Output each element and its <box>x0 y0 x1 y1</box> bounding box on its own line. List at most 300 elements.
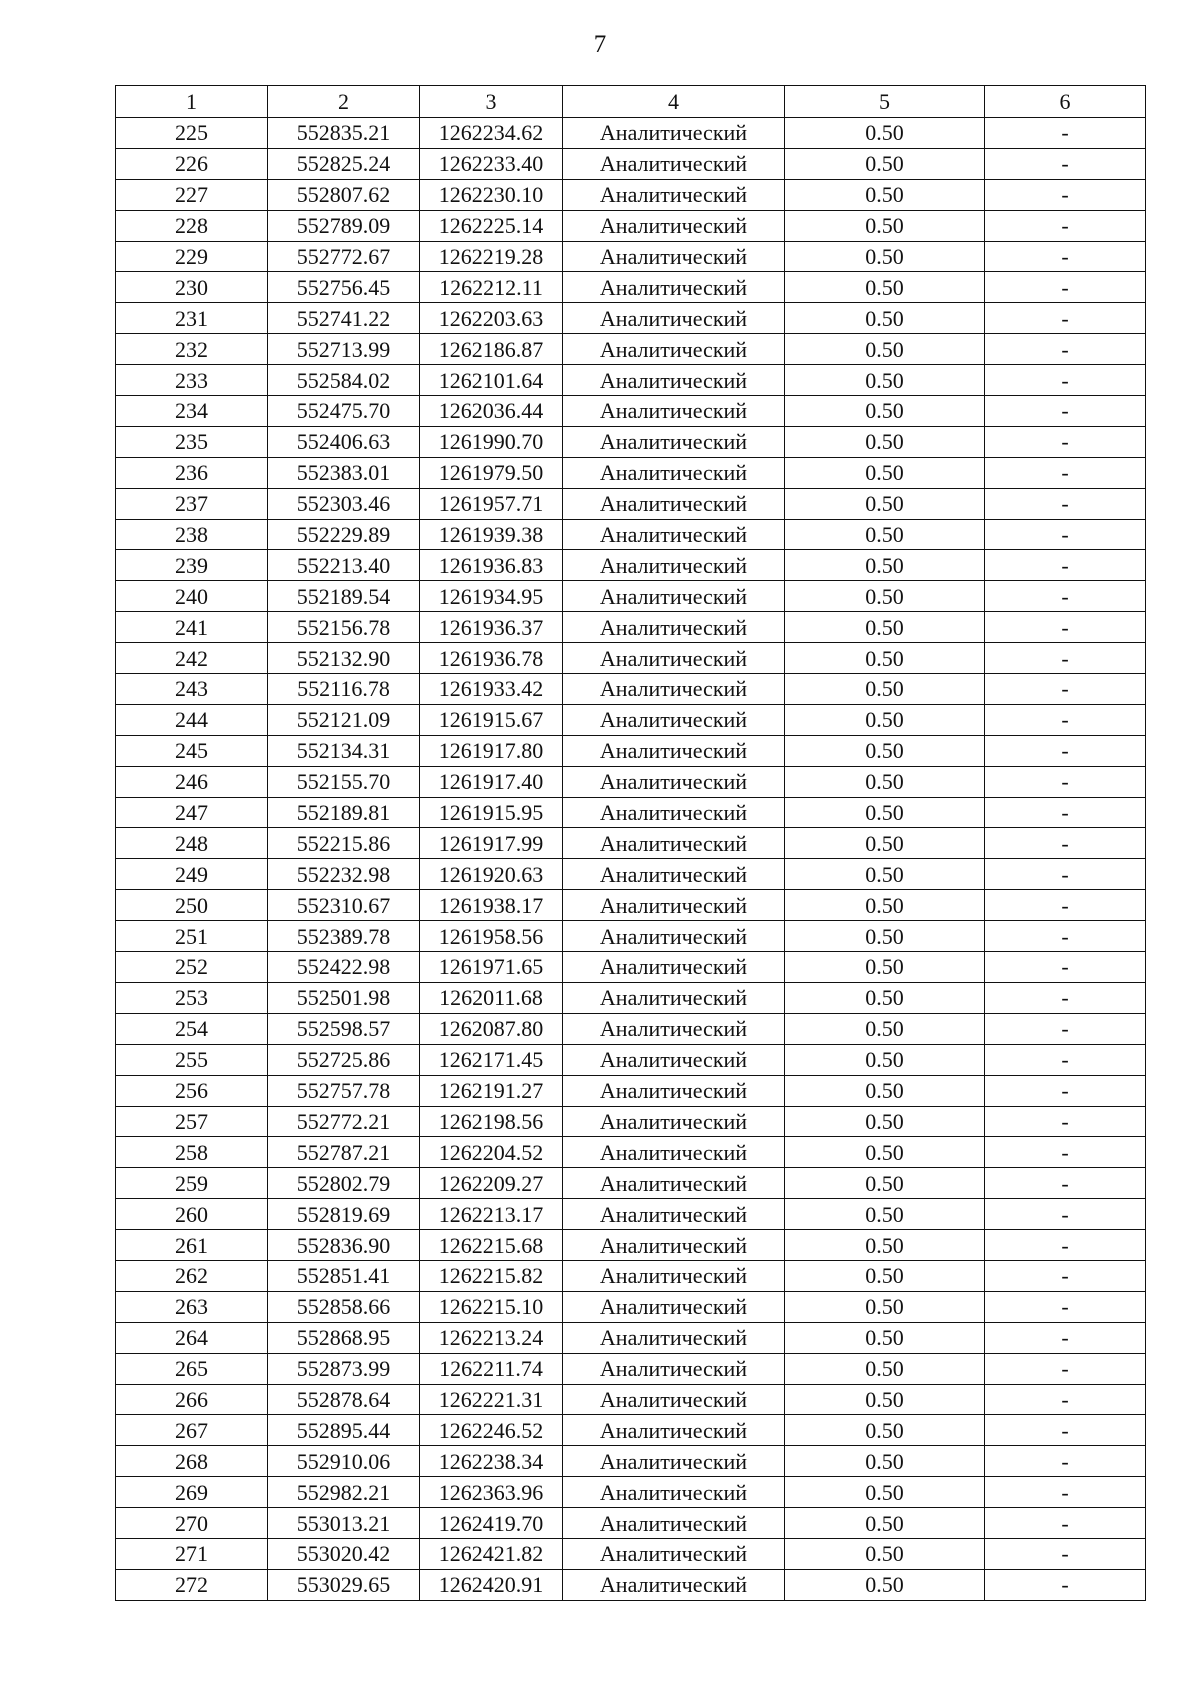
cell-y-coordinate: 1262087.80 <box>420 1013 563 1044</box>
cell-point-number: 255 <box>116 1044 268 1075</box>
cell-method: Аналитический <box>563 1538 785 1569</box>
cell-x-coordinate: 552868.95 <box>268 1322 420 1353</box>
cell-note: - <box>985 1291 1146 1322</box>
cell-accuracy: 0.50 <box>785 1446 985 1477</box>
table-row <box>116 1446 1146 1477</box>
cell-x-coordinate: 552836.90 <box>268 1230 420 1261</box>
cell-note: - <box>985 1044 1146 1075</box>
cell-accuracy: 0.50 <box>785 148 985 179</box>
cell-method: Аналитический <box>563 303 785 334</box>
cell-x-coordinate: 552229.89 <box>268 519 420 550</box>
cell-point-number: 241 <box>116 612 268 643</box>
table-row <box>116 1044 1146 1075</box>
cell-method: Аналитический <box>563 1384 785 1415</box>
cell-point-number: 231 <box>116 303 268 334</box>
cell-note: - <box>985 1384 1146 1415</box>
cell-y-coordinate: 1262419.70 <box>420 1508 563 1539</box>
table-row <box>116 1230 1146 1261</box>
cell-x-coordinate: 552475.70 <box>268 396 420 427</box>
cell-note: - <box>985 426 1146 457</box>
cell-y-coordinate: 1261915.67 <box>420 704 563 735</box>
cell-accuracy: 0.50 <box>785 1353 985 1384</box>
cell-x-coordinate: 553013.21 <box>268 1508 420 1539</box>
cell-note: - <box>985 272 1146 303</box>
cell-x-coordinate: 552713.99 <box>268 334 420 365</box>
cell-y-coordinate: 1262212.11 <box>420 272 563 303</box>
cell-x-coordinate: 552155.70 <box>268 766 420 797</box>
cell-method: Аналитический <box>563 1353 785 1384</box>
cell-point-number: 236 <box>116 457 268 488</box>
cell-y-coordinate: 1262209.27 <box>420 1168 563 1199</box>
cell-method: Аналитический <box>563 1291 785 1322</box>
cell-accuracy: 0.50 <box>785 396 985 427</box>
cell-point-number: 243 <box>116 674 268 705</box>
cell-note: - <box>985 952 1146 983</box>
cell-y-coordinate: 1262211.74 <box>420 1353 563 1384</box>
cell-x-coordinate: 552802.79 <box>268 1168 420 1199</box>
cell-x-coordinate: 552787.21 <box>268 1137 420 1168</box>
cell-x-coordinate: 552132.90 <box>268 643 420 674</box>
cell-note: - <box>985 1199 1146 1230</box>
column-header-3: 3 <box>420 86 563 118</box>
table-row <box>116 735 1146 766</box>
cell-y-coordinate: 1262011.68 <box>420 982 563 1013</box>
cell-note: - <box>985 890 1146 921</box>
cell-x-coordinate: 552383.01 <box>268 457 420 488</box>
table-row <box>116 179 1146 210</box>
cell-method: Аналитический <box>563 952 785 983</box>
cell-method: Аналитический <box>563 1230 785 1261</box>
cell-note: - <box>985 581 1146 612</box>
cell-note: - <box>985 1569 1146 1600</box>
cell-x-coordinate: 552116.78 <box>268 674 420 705</box>
cell-note: - <box>985 766 1146 797</box>
cell-note: - <box>985 921 1146 952</box>
table-row <box>116 148 1146 179</box>
column-header-6: 6 <box>985 86 1146 118</box>
cell-method: Аналитический <box>563 272 785 303</box>
cell-method: Аналитический <box>563 118 785 149</box>
cell-y-coordinate: 1261938.17 <box>420 890 563 921</box>
cell-point-number: 250 <box>116 890 268 921</box>
cell-y-coordinate: 1261933.42 <box>420 674 563 705</box>
cell-point-number: 237 <box>116 488 268 519</box>
table-row <box>116 365 1146 396</box>
cell-y-coordinate: 1262219.28 <box>420 241 563 272</box>
table-row <box>116 1384 1146 1415</box>
cell-point-number: 261 <box>116 1230 268 1261</box>
cell-accuracy: 0.50 <box>785 1137 985 1168</box>
column-header-5: 5 <box>785 86 985 118</box>
cell-y-coordinate: 1262234.62 <box>420 118 563 149</box>
cell-accuracy: 0.50 <box>785 303 985 334</box>
table-row <box>116 1260 1146 1291</box>
cell-y-coordinate: 1262215.10 <box>420 1291 563 1322</box>
cell-accuracy: 0.50 <box>785 118 985 149</box>
cell-note: - <box>985 1508 1146 1539</box>
cell-method: Аналитический <box>563 890 785 921</box>
cell-point-number: 262 <box>116 1260 268 1291</box>
cell-note: - <box>985 1075 1146 1106</box>
cell-y-coordinate: 1262191.27 <box>420 1075 563 1106</box>
cell-x-coordinate: 552725.86 <box>268 1044 420 1075</box>
cell-accuracy: 0.50 <box>785 982 985 1013</box>
cell-y-coordinate: 1261936.37 <box>420 612 563 643</box>
cell-x-coordinate: 552310.67 <box>268 890 420 921</box>
cell-accuracy: 0.50 <box>785 704 985 735</box>
cell-accuracy: 0.50 <box>785 1384 985 1415</box>
cell-x-coordinate: 552789.09 <box>268 210 420 241</box>
cell-y-coordinate: 1261917.99 <box>420 828 563 859</box>
table-row <box>116 1137 1146 1168</box>
cell-y-coordinate: 1262171.45 <box>420 1044 563 1075</box>
cell-note: - <box>985 396 1146 427</box>
cell-method: Аналитический <box>563 581 785 612</box>
cell-y-coordinate: 1262221.31 <box>420 1384 563 1415</box>
cell-point-number: 242 <box>116 643 268 674</box>
cell-x-coordinate: 552910.06 <box>268 1446 420 1477</box>
cell-method: Аналитический <box>563 1137 785 1168</box>
cell-point-number: 234 <box>116 396 268 427</box>
cell-method: Аналитический <box>563 396 785 427</box>
cell-accuracy: 0.50 <box>785 241 985 272</box>
table-body <box>116 118 1146 1601</box>
cell-method: Аналитический <box>563 921 785 952</box>
cell-note: - <box>985 735 1146 766</box>
cell-x-coordinate: 552819.69 <box>268 1199 420 1230</box>
cell-y-coordinate: 1262215.82 <box>420 1260 563 1291</box>
cell-x-coordinate: 552982.21 <box>268 1477 420 1508</box>
cell-method: Аналитический <box>563 1477 785 1508</box>
cell-note: - <box>985 365 1146 396</box>
cell-y-coordinate: 1262213.17 <box>420 1199 563 1230</box>
cell-point-number: 244 <box>116 704 268 735</box>
cell-point-number: 233 <box>116 365 268 396</box>
cell-x-coordinate: 552232.98 <box>268 859 420 890</box>
cell-point-number: 227 <box>116 179 268 210</box>
cell-note: - <box>985 210 1146 241</box>
cell-point-number: 248 <box>116 828 268 859</box>
cell-x-coordinate: 552584.02 <box>268 365 420 396</box>
cell-note: - <box>985 1538 1146 1569</box>
cell-method: Аналитический <box>563 179 785 210</box>
table-row <box>116 859 1146 890</box>
cell-note: - <box>985 643 1146 674</box>
cell-x-coordinate: 552756.45 <box>268 272 420 303</box>
column-header-1: 1 <box>116 86 268 118</box>
cell-note: - <box>985 1106 1146 1137</box>
cell-accuracy: 0.50 <box>785 1106 985 1137</box>
cell-accuracy: 0.50 <box>785 179 985 210</box>
cell-note: - <box>985 704 1146 735</box>
cell-method: Аналитический <box>563 1044 785 1075</box>
cell-point-number: 249 <box>116 859 268 890</box>
cell-accuracy: 0.50 <box>785 1415 985 1446</box>
cell-y-coordinate: 1262420.91 <box>420 1569 563 1600</box>
cell-y-coordinate: 1261957.71 <box>420 488 563 519</box>
table-row <box>116 643 1146 674</box>
cell-accuracy: 0.50 <box>785 1291 985 1322</box>
cell-y-coordinate: 1262246.52 <box>420 1415 563 1446</box>
cell-point-number: 245 <box>116 735 268 766</box>
cell-method: Аналитический <box>563 1322 785 1353</box>
cell-method: Аналитический <box>563 704 785 735</box>
table-row <box>116 952 1146 983</box>
cell-accuracy: 0.50 <box>785 797 985 828</box>
cell-method: Аналитический <box>563 1446 785 1477</box>
cell-note: - <box>985 1230 1146 1261</box>
cell-x-coordinate: 552807.62 <box>268 179 420 210</box>
cell-y-coordinate: 1262186.87 <box>420 334 563 365</box>
cell-accuracy: 0.50 <box>785 1569 985 1600</box>
cell-y-coordinate: 1262203.63 <box>420 303 563 334</box>
table-row <box>116 1477 1146 1508</box>
table-row <box>116 704 1146 735</box>
cell-y-coordinate: 1261915.95 <box>420 797 563 828</box>
cell-y-coordinate: 1261934.95 <box>420 581 563 612</box>
table-row <box>116 210 1146 241</box>
cell-accuracy: 0.50 <box>785 828 985 859</box>
cell-y-coordinate: 1261936.78 <box>420 643 563 674</box>
cell-x-coordinate: 552858.66 <box>268 1291 420 1322</box>
cell-accuracy: 0.50 <box>785 365 985 396</box>
cell-method: Аналитический <box>563 1013 785 1044</box>
cell-x-coordinate: 552598.57 <box>268 1013 420 1044</box>
cell-note: - <box>985 1013 1146 1044</box>
cell-accuracy: 0.50 <box>785 1230 985 1261</box>
cell-point-number: 246 <box>116 766 268 797</box>
cell-y-coordinate: 1262036.44 <box>420 396 563 427</box>
cell-y-coordinate: 1262101.64 <box>420 365 563 396</box>
cell-method: Аналитический <box>563 365 785 396</box>
cell-point-number: 271 <box>116 1538 268 1569</box>
cell-method: Аналитический <box>563 1569 785 1600</box>
table-row <box>116 488 1146 519</box>
table-row <box>116 1075 1146 1106</box>
cell-x-coordinate: 552215.86 <box>268 828 420 859</box>
cell-method: Аналитический <box>563 674 785 705</box>
cell-y-coordinate: 1262225.14 <box>420 210 563 241</box>
cell-x-coordinate: 552851.41 <box>268 1260 420 1291</box>
table-row <box>116 1415 1146 1446</box>
cell-note: - <box>985 1322 1146 1353</box>
column-header-2: 2 <box>268 86 420 118</box>
cell-y-coordinate: 1262213.24 <box>420 1322 563 1353</box>
cell-x-coordinate: 552121.09 <box>268 704 420 735</box>
table-row <box>116 334 1146 365</box>
table-row <box>116 1353 1146 1384</box>
cell-method: Аналитический <box>563 1415 785 1446</box>
cell-point-number: 258 <box>116 1137 268 1168</box>
cell-method: Аналитический <box>563 488 785 519</box>
cell-accuracy: 0.50 <box>785 210 985 241</box>
cell-y-coordinate: 1262198.56 <box>420 1106 563 1137</box>
cell-note: - <box>985 1168 1146 1199</box>
cell-accuracy: 0.50 <box>785 921 985 952</box>
cell-x-coordinate: 552873.99 <box>268 1353 420 1384</box>
cell-method: Аналитический <box>563 1260 785 1291</box>
cell-accuracy: 0.50 <box>785 1260 985 1291</box>
cell-y-coordinate: 1261958.56 <box>420 921 563 952</box>
cell-accuracy: 0.50 <box>785 1168 985 1199</box>
table-row <box>116 1168 1146 1199</box>
cell-x-coordinate: 552501.98 <box>268 982 420 1013</box>
cell-note: - <box>985 612 1146 643</box>
table-row <box>116 581 1146 612</box>
cell-point-number: 235 <box>116 426 268 457</box>
table-row <box>116 1291 1146 1322</box>
cell-x-coordinate: 552189.81 <box>268 797 420 828</box>
cell-note: - <box>985 674 1146 705</box>
cell-point-number: 269 <box>116 1477 268 1508</box>
cell-accuracy: 0.50 <box>785 1538 985 1569</box>
cell-point-number: 270 <box>116 1508 268 1539</box>
cell-x-coordinate: 553029.65 <box>268 1569 420 1600</box>
cell-point-number: 272 <box>116 1569 268 1600</box>
cell-y-coordinate: 1261917.40 <box>420 766 563 797</box>
cell-y-coordinate: 1261990.70 <box>420 426 563 457</box>
cell-point-number: 266 <box>116 1384 268 1415</box>
cell-point-number: 254 <box>116 1013 268 1044</box>
cell-y-coordinate: 1261920.63 <box>420 859 563 890</box>
cell-method: Аналитический <box>563 519 785 550</box>
cell-point-number: 264 <box>116 1322 268 1353</box>
cell-accuracy: 0.50 <box>785 735 985 766</box>
cell-accuracy: 0.50 <box>785 334 985 365</box>
table-row <box>116 1106 1146 1137</box>
cell-method: Аналитический <box>563 612 785 643</box>
table-row <box>116 396 1146 427</box>
cell-method: Аналитический <box>563 210 785 241</box>
cell-note: - <box>985 241 1146 272</box>
cell-note: - <box>985 334 1146 365</box>
cell-point-number: 226 <box>116 148 268 179</box>
cell-accuracy: 0.50 <box>785 766 985 797</box>
cell-y-coordinate: 1262215.68 <box>420 1230 563 1261</box>
cell-method: Аналитический <box>563 766 785 797</box>
cell-note: - <box>985 457 1146 488</box>
cell-method: Аналитический <box>563 1508 785 1539</box>
table-row <box>116 426 1146 457</box>
table-row <box>116 982 1146 1013</box>
cell-method: Аналитический <box>563 1106 785 1137</box>
table-row <box>116 272 1146 303</box>
cell-note: - <box>985 1353 1146 1384</box>
cell-x-coordinate: 552835.21 <box>268 118 420 149</box>
cell-x-coordinate: 552156.78 <box>268 612 420 643</box>
cell-x-coordinate: 553020.42 <box>268 1538 420 1569</box>
cell-y-coordinate: 1261936.83 <box>420 550 563 581</box>
cell-y-coordinate: 1262421.82 <box>420 1538 563 1569</box>
cell-accuracy: 0.50 <box>785 674 985 705</box>
cell-point-number: 268 <box>116 1446 268 1477</box>
cell-point-number: 267 <box>116 1415 268 1446</box>
cell-point-number: 225 <box>116 118 268 149</box>
table-row <box>116 241 1146 272</box>
cell-method: Аналитический <box>563 426 785 457</box>
cell-accuracy: 0.50 <box>785 1477 985 1508</box>
cell-x-coordinate: 552825.24 <box>268 148 420 179</box>
cell-method: Аналитический <box>563 148 785 179</box>
cell-y-coordinate: 1262238.34 <box>420 1446 563 1477</box>
cell-x-coordinate: 552772.67 <box>268 241 420 272</box>
cell-note: - <box>985 1137 1146 1168</box>
cell-note: - <box>985 982 1146 1013</box>
cell-note: - <box>985 148 1146 179</box>
cell-method: Аналитический <box>563 797 785 828</box>
cell-note: - <box>985 118 1146 149</box>
cell-x-coordinate: 552878.64 <box>268 1384 420 1415</box>
cell-x-coordinate: 552213.40 <box>268 550 420 581</box>
cell-method: Аналитический <box>563 334 785 365</box>
table-row <box>116 1569 1146 1600</box>
cell-accuracy: 0.50 <box>785 1508 985 1539</box>
cell-x-coordinate: 552189.54 <box>268 581 420 612</box>
cell-method: Аналитический <box>563 1199 785 1230</box>
cell-point-number: 257 <box>116 1106 268 1137</box>
cell-note: - <box>985 1446 1146 1477</box>
cell-accuracy: 0.50 <box>785 1322 985 1353</box>
cell-point-number: 256 <box>116 1075 268 1106</box>
cell-method: Аналитический <box>563 982 785 1013</box>
table-header-row <box>116 86 1146 118</box>
cell-point-number: 239 <box>116 550 268 581</box>
cell-accuracy: 0.50 <box>785 612 985 643</box>
cell-y-coordinate: 1261939.38 <box>420 519 563 550</box>
cell-x-coordinate: 552406.63 <box>268 426 420 457</box>
cell-note: - <box>985 1260 1146 1291</box>
cell-y-coordinate: 1262204.52 <box>420 1137 563 1168</box>
cell-point-number: 260 <box>116 1199 268 1230</box>
cell-x-coordinate: 552757.78 <box>268 1075 420 1106</box>
table-row <box>116 1199 1146 1230</box>
table-row <box>116 1013 1146 1044</box>
cell-accuracy: 0.50 <box>785 581 985 612</box>
cell-point-number: 229 <box>116 241 268 272</box>
cell-point-number: 240 <box>116 581 268 612</box>
cell-accuracy: 0.50 <box>785 643 985 674</box>
cell-point-number: 251 <box>116 921 268 952</box>
cell-note: - <box>985 828 1146 859</box>
cell-note: - <box>985 179 1146 210</box>
cell-point-number: 259 <box>116 1168 268 1199</box>
table-row <box>116 828 1146 859</box>
table-row <box>116 303 1146 334</box>
cell-note: - <box>985 1477 1146 1508</box>
cell-accuracy: 0.50 <box>785 859 985 890</box>
table-row <box>116 1538 1146 1569</box>
cell-accuracy: 0.50 <box>785 550 985 581</box>
cell-accuracy: 0.50 <box>785 890 985 921</box>
table-row <box>116 797 1146 828</box>
cell-accuracy: 0.50 <box>785 1044 985 1075</box>
cell-method: Аналитический <box>563 1168 785 1199</box>
coordinates-table <box>115 85 1146 1601</box>
table-row <box>116 550 1146 581</box>
table-row <box>116 1322 1146 1353</box>
page-number: 7 <box>593 31 607 58</box>
cell-accuracy: 0.50 <box>785 1013 985 1044</box>
cell-y-coordinate: 1261979.50 <box>420 457 563 488</box>
cell-accuracy: 0.50 <box>785 1199 985 1230</box>
table-row <box>116 1508 1146 1539</box>
cell-x-coordinate: 552389.78 <box>268 921 420 952</box>
cell-point-number: 230 <box>116 272 268 303</box>
cell-accuracy: 0.50 <box>785 1075 985 1106</box>
cell-note: - <box>985 488 1146 519</box>
cell-point-number: 238 <box>116 519 268 550</box>
cell-method: Аналитический <box>563 859 785 890</box>
